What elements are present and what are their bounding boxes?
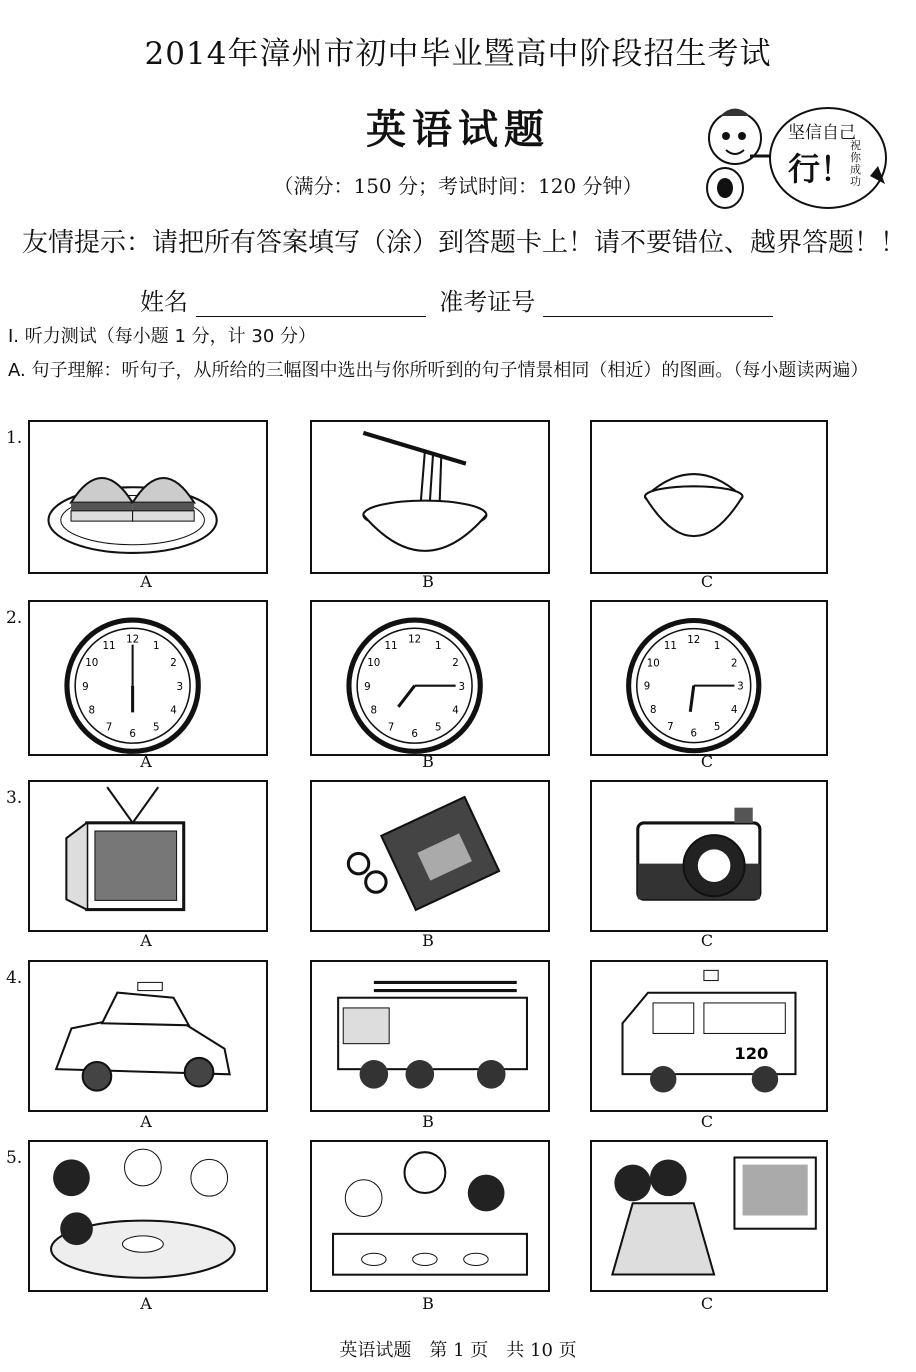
svg-text:11: 11 — [384, 639, 398, 652]
option-label: B — [422, 931, 434, 950]
question-number: 5. — [6, 1148, 23, 1168]
svg-text:6: 6 — [690, 728, 697, 740]
clock-six-fifteen-icon — [592, 602, 826, 754]
svg-text:4: 4 — [452, 704, 459, 717]
ambulance-number: 120 — [734, 1043, 769, 1063]
svg-text:5: 5 — [713, 722, 721, 734]
svg-text:1: 1 — [434, 639, 442, 652]
svg-text:8: 8 — [649, 705, 657, 717]
option-picture-b — [310, 780, 550, 932]
option-label: B — [422, 1294, 434, 1313]
name-label: 姓名 — [140, 288, 188, 316]
svg-text:10: 10 — [646, 658, 660, 670]
option-picture-c — [590, 960, 828, 1112]
svg-text:8: 8 — [88, 704, 95, 717]
option-picture-a — [28, 960, 268, 1112]
option-label: C — [700, 1112, 714, 1131]
svg-text:1: 1 — [152, 639, 160, 652]
question-number: 1. — [6, 428, 23, 448]
score-info: （满分：150 分；考试时间：120 分钟） — [273, 174, 643, 198]
ambulance-icon — [592, 962, 826, 1110]
option-label: C — [700, 572, 714, 591]
svg-text:9: 9 — [82, 680, 89, 693]
mascot-illustration — [680, 96, 890, 216]
name-field[interactable] — [196, 296, 426, 317]
svg-text:6: 6 — [411, 728, 418, 740]
option-picture-b — [310, 960, 550, 1112]
svg-text:3: 3 — [458, 680, 466, 693]
svg-text:10: 10 — [85, 657, 99, 670]
option-label: B — [422, 1112, 434, 1131]
svg-text:3: 3 — [737, 681, 744, 693]
fire-engine-icon — [312, 962, 548, 1110]
clock-seven-fifteen-icon — [312, 602, 548, 754]
option-picture-a — [28, 1140, 268, 1292]
mascot-slogan: 坚信自己 — [788, 123, 856, 143]
rice-bowl-icon — [592, 422, 826, 572]
svg-text:10: 10 — [367, 657, 381, 670]
option-picture-c — [590, 420, 828, 574]
option-picture-b — [310, 420, 550, 574]
svg-text:6: 6 — [129, 728, 136, 740]
svg-text:11: 11 — [663, 641, 677, 653]
option-picture-c — [590, 780, 828, 932]
option-label: A — [140, 1112, 152, 1131]
family-dumplings-icon — [312, 1142, 548, 1290]
svg-text:2: 2 — [731, 658, 738, 670]
camera-icon — [592, 782, 826, 930]
svg-text:7: 7 — [387, 721, 395, 734]
svg-text:5: 5 — [434, 721, 442, 734]
svg-text:9: 9 — [364, 680, 371, 693]
mascot-big-text: 行！ — [788, 150, 853, 188]
hamburgers-icon — [30, 422, 266, 572]
question-number: 2. — [6, 608, 23, 628]
svg-text:3: 3 — [176, 680, 184, 693]
svg-text:4: 4 — [731, 705, 738, 717]
svg-text:7: 7 — [105, 721, 113, 734]
subject-title: 英语试题 — [366, 106, 550, 153]
option-label: A — [140, 572, 152, 591]
option-label: A — [140, 752, 152, 771]
svg-text:9: 9 — [643, 681, 651, 693]
family-tv-icon — [592, 1142, 826, 1290]
part-a-instruction: A. 句子理解：听句子，从所给的三幅图中选出与你所听到的句子情景相同（相近）的图画。（每小题读两遍） — [8, 360, 869, 381]
police-car-icon — [30, 962, 266, 1110]
svg-text:11: 11 — [102, 639, 116, 652]
exam-title: 2014年漳州市初中毕业暨高中阶段招生考试 — [144, 36, 772, 72]
telephone-icon — [312, 782, 548, 930]
clock-six-icon — [30, 602, 266, 754]
mascot-wish: 祝你成功 — [850, 139, 861, 188]
question-number: 4. — [6, 968, 23, 988]
svg-text:7: 7 — [667, 722, 674, 734]
svg-text:8: 8 — [370, 704, 377, 717]
svg-text:2: 2 — [170, 657, 177, 670]
svg-text:5: 5 — [152, 721, 160, 734]
noodles-icon — [312, 422, 548, 572]
svg-text:12: 12 — [687, 634, 701, 646]
option-picture-b — [310, 600, 550, 756]
exam-id-field[interactable] — [543, 296, 773, 317]
option-label: B — [422, 572, 434, 591]
television-icon — [30, 782, 266, 930]
option-picture-c — [590, 600, 828, 756]
option-label: C — [700, 1294, 714, 1313]
page-footer: 英语试题 第 1 页 共 10 页 — [339, 1340, 577, 1361]
svg-text:4: 4 — [170, 704, 177, 717]
option-picture-a — [28, 420, 268, 574]
option-picture-c — [590, 1140, 828, 1292]
section-title: Ⅰ. 听力测试（每小题 1 分，计 30 分） — [8, 326, 316, 347]
option-label: A — [140, 931, 152, 950]
option-picture-a — [28, 600, 268, 756]
svg-text:12: 12 — [408, 633, 422, 646]
option-label: C — [700, 752, 714, 771]
option-label: C — [700, 931, 714, 950]
question-number: 3. — [6, 788, 23, 808]
option-picture-b — [310, 1140, 550, 1292]
svg-text:2: 2 — [452, 657, 459, 670]
friendly-tip: 友情提示：请把所有答案填写（涂）到答题卡上！请不要错位、越界答题！！ — [22, 228, 907, 258]
family-dinner-icon — [30, 1142, 266, 1290]
option-label: A — [140, 1294, 152, 1313]
id-label: 准考证号 — [439, 288, 536, 316]
option-label: B — [422, 752, 434, 771]
student-info-row — [140, 282, 773, 317]
option-picture-a — [28, 780, 268, 932]
svg-text:1: 1 — [713, 641, 721, 653]
svg-text:12: 12 — [126, 633, 140, 646]
